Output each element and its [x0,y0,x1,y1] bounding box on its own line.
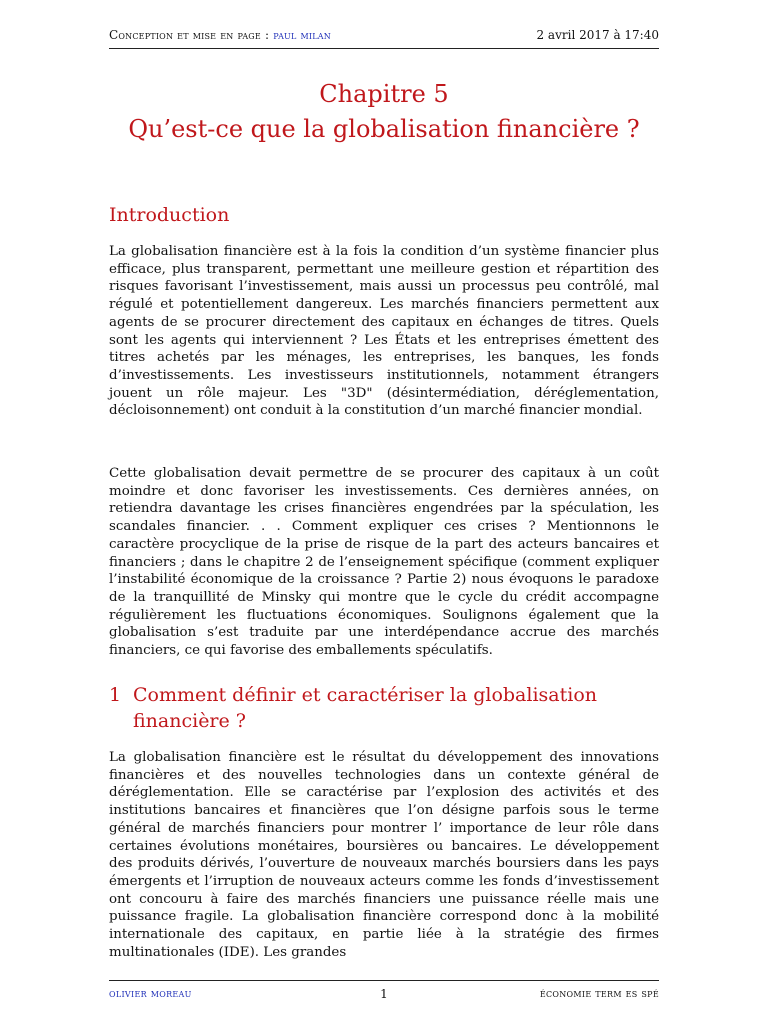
footer-rule [109,980,659,981]
section-1-heading: Comment définir et caractériser la globalisation financière ? [133,684,598,732]
introduction-heading: Introduction [109,204,230,226]
chapter-number: Chapitre 5 [319,80,449,108]
header-credit-prefix: Conception et mise en page : [109,28,274,42]
page-number: 1 [380,987,388,1001]
header-author-link[interactable]: paul milan [273,28,331,42]
introduction-paragraph-2: Cette globalisation devait permettre de se procurer des capitaux à un coût moindre et donc favoriser les investissements. Ces dernières années, on retiendra davantage les crises financières engendrées par la spéculation, les scandales financier. . . Comment expliquer ces crises ? Mentionnons le caractère procyclique de la prise de risque de la part des acteurs bancaires et financiers ; dans le chapitre 2 de l’enseignement spécifique (comment expliquer l’instabilité économique de la croissance ? Partie 2) nous évoquons le paradoxe de la tranquillité de Minsky qui montre que le cycle du crédit accompagne régulièrement les fluctuations économiques. Soulignons également que la globalisation s’est traduite par une interdépendance accrue des marchés financiers, ce qui favorise des emballements spéculatifs. [109,466,659,659]
section-1-number: 1 [109,684,122,706]
header-credit [109,26,331,44]
footer-author-link[interactable]: olivier moreau [109,987,192,1000]
chapter-title: Qu’est-ce que la globalisation financière ? [128,115,640,143]
introduction-paragraph-1: La globalisation financière est à la fois la condition d’un système financier plus efficace, plus transparent, permettant une meilleure gestion et répartition des risques favorisant l’investissement, mais aussi un processus peu contrôlé, mal régulé et potentiellement dangereux. Les marchés financiers permettent aux agents de se procurer directement des capitaux en échanges de titres. Quels sont les agents qui interviennent ? Les États et les entreprises émettent des titres achetés par les ménages, les entreprises, les banques, les fonds d’investissements. Les investisseurs institutionnels, notamment étrangers jouent un rôle majeur. Les "3D" (désintermédiation, déréglementation, décloisonnement) ont conduit à la constitution d’un marché financier mondial. [109,244,659,419]
section-1-paragraph: La globalisation financière est le résultat du développement des innovations financières et des nouvelles technologies dans un contexte général de déréglementation. Elle se caractérise par l’explosion des activités et des institutions bancaires et financières que l’on désigne parfois sous le terme général de marchés financiers pour montrer l’ importance de leur rôle dans certaines évolutions monétaires, boursières ou bancaires. Le développement des produits dérivés, l’ouverture de nouveaux marchés boursiers dans les pays émergents et l’irruption de nouveaux acteurs comme les fonds d’investissement ont concouru à faire des marchés financiers une puissance réelle mais une puissance fragile. La globalisation financière correspond donc à la mobilité internationale des capitaux, en partie liée à la stratégie des firmes multinationales (IDE). Les grandes [109,750,659,960]
page-footer [109,985,659,1003]
footer-course: économie term es spé [539,987,659,1000]
header-rule [109,48,659,49]
page-header [109,26,659,44]
header-date: 2 avril 2017 à 17:40 [536,28,659,42]
